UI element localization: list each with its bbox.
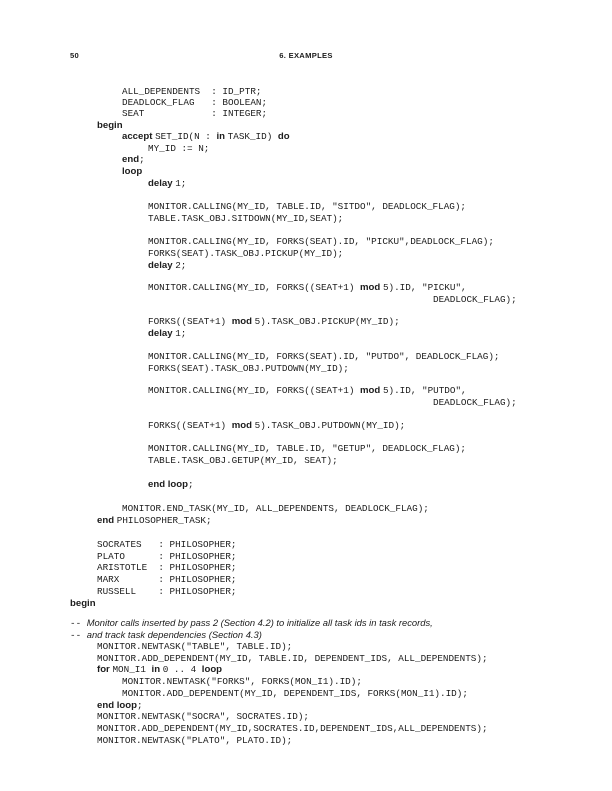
- code-token: 5).TASK_OBJ.PICKUP(MY_ID);: [254, 316, 400, 327]
- keyword-token: delay: [148, 260, 176, 271]
- code-token: 1;: [175, 178, 187, 189]
- code-line: [148, 213, 343, 224]
- code-line: [97, 562, 236, 573]
- keyword-token: delay: [148, 178, 176, 189]
- code-token: MONITOR.CALLING(MY_ID, FORKS((SEAT+1): [148, 282, 361, 293]
- code-token: SEAT : INTEGER;: [122, 108, 268, 119]
- keyword-token: delay: [148, 328, 176, 339]
- keyword-token: mod: [231, 316, 255, 327]
- code-line: [148, 236, 494, 247]
- code-token: TABLE.TASK_OBJ.GETUP(MY_ID, SEAT);: [148, 455, 338, 466]
- code-token: 1;: [175, 328, 187, 339]
- code-line: [97, 711, 309, 722]
- code-line: [122, 108, 267, 119]
- code-line: [148, 248, 343, 259]
- code-line: [122, 166, 142, 177]
- code-token: RUSSELL : PHILOSOPHER;: [97, 586, 237, 597]
- code-line: [122, 154, 145, 165]
- code-token: ;: [136, 700, 143, 711]
- keyword-token: end: [122, 154, 140, 165]
- code-token: MARX : PHILOSOPHER;: [97, 574, 237, 585]
- code-token: FORKS((SEAT+1): [148, 316, 232, 327]
- code-line: [97, 723, 488, 734]
- code-token: MONITOR.CALLING(MY_ID, TABLE.ID, "SITDO", DEADLOCK_FLAG);: [148, 201, 467, 212]
- code-line: [122, 503, 429, 514]
- code-token: SOCRATES : PHILOSOPHER;: [97, 539, 237, 550]
- code-line: [148, 201, 466, 212]
- code-line: [148, 260, 186, 271]
- comment-text: and track task dependencies (Section 4.3): [86, 629, 262, 640]
- code-token: MONITOR.CALLING(MY_ID, FORKS(SEAT).ID, "PUTDO", DEADLOCK_FLAG);: [148, 351, 500, 362]
- code-token: FORKS((SEAT+1): [148, 420, 232, 431]
- code-line: [148, 443, 466, 454]
- code-line: [97, 641, 292, 652]
- keyword-token: end loop: [148, 479, 188, 490]
- keyword-token: loop: [122, 166, 143, 177]
- code-token: ;: [139, 154, 145, 165]
- keyword-token: in: [216, 131, 228, 142]
- code-token: PHILOSOPHER_TASK;: [116, 515, 212, 526]
- keyword-token: in: [151, 664, 163, 675]
- code-line: [148, 328, 186, 339]
- code-token: MONITOR.NEWTASK("PLATO", PLATO.ID);: [97, 735, 293, 746]
- code-token: SET_ID(N :: [155, 131, 217, 142]
- code-line: [433, 397, 517, 408]
- code-line: [97, 574, 236, 585]
- code-token: MONITOR.CALLING(MY_ID, FORKS(SEAT).ID, "PICKU",DEADLOCK_FLAG);: [148, 236, 494, 247]
- code-token: TASK_ID): [227, 131, 278, 142]
- comment-text: Monitor calls inserted by pass 2 (Section 4.2) to initialize all task ids in task records,: [86, 617, 433, 628]
- code-token: DEADLOCK_FLAG);: [433, 294, 517, 305]
- code-line: [122, 97, 267, 108]
- code-line: [148, 143, 209, 154]
- code-token: FORKS(SEAT).TASK_OBJ.PICKUP(MY_ID);: [148, 248, 344, 259]
- code-token: ;: [187, 479, 194, 490]
- keyword-token: end: [97, 515, 117, 526]
- code-token: MONITOR.CALLING(MY_ID, FORKS((SEAT+1): [148, 385, 361, 396]
- code-line: [148, 385, 467, 396]
- code-token: MONITOR.NEWTASK("SOCRA", SOCRATES.ID);: [97, 711, 310, 722]
- keyword-token: loop: [201, 664, 223, 675]
- keyword-token: mod: [231, 420, 255, 431]
- code-line: [97, 120, 123, 131]
- code-line: [97, 586, 236, 597]
- keyword-token: accept: [122, 131, 156, 142]
- code-line: [122, 131, 290, 142]
- code-line: [122, 676, 362, 687]
- code-line: [97, 700, 143, 711]
- code-token: DEADLOCK_FLAG : BOOLEAN;: [122, 97, 268, 108]
- code-token: MONITOR.END_TASK(MY_ID, ALL_DEPENDENTS, DEADLOCK_FLAG);: [122, 503, 429, 514]
- code-line: [148, 282, 467, 293]
- code-token: MONITOR.ADD_DEPENDENT(MY_ID,SOCRATES.ID,DEPENDENT_IDS,ALL_DEPENDENTS);: [97, 723, 488, 734]
- keyword-token: mod: [360, 385, 383, 396]
- code-line: [97, 515, 212, 526]
- code-token: 5).TASK_OBJ.PUTDOWN(MY_ID);: [254, 420, 406, 431]
- code-token: MONITOR.NEWTASK("FORKS", FORKS(MON_I1).ID);: [122, 676, 362, 687]
- code-token: MY_ID := N;: [148, 143, 210, 154]
- code-token: 2;: [175, 260, 187, 271]
- keyword-token: mod: [360, 282, 383, 293]
- code-token: MONITOR.CALLING(MY_ID, TABLE.ID, "GETUP", DEADLOCK_FLAG);: [148, 443, 467, 454]
- code-line: [70, 617, 433, 629]
- code-token: MONITOR.NEWTASK("TABLE", TABLE.ID);: [97, 641, 293, 652]
- keyword-token: for: [97, 664, 113, 675]
- code-token: 5).ID, "PUTDO",: [382, 385, 467, 396]
- code-token: 5).ID, "PICKU",: [382, 282, 467, 293]
- code-line: [97, 653, 488, 664]
- code-token: MONITOR.ADD_DEPENDENT(MY_ID, TABLE.ID, DEPENDENT_IDS, ALL_DEPENDENTS);: [97, 653, 488, 664]
- code-line: [97, 735, 292, 746]
- code-token: DEADLOCK_FLAG);: [433, 397, 517, 408]
- code-token: --: [70, 630, 87, 641]
- code-token: TABLE.TASK_OBJ.SITDOWN(MY_ID,SEAT);: [148, 213, 344, 224]
- chapter-title: 6. EXAMPLES: [279, 51, 333, 60]
- code-line: [148, 178, 186, 189]
- code-line: [70, 598, 96, 609]
- keyword-token: begin: [70, 598, 96, 609]
- page-number: 50: [70, 51, 80, 60]
- code-line: [97, 539, 236, 550]
- code-line: [122, 86, 261, 97]
- code-line: [148, 479, 194, 490]
- code-token: ALL_DEPENDENTS : ID_PTR;: [122, 86, 262, 97]
- code-line: [433, 294, 517, 305]
- code-line: [148, 363, 349, 374]
- code-token: ARISTOTLE : PHILOSOPHER;: [97, 562, 237, 573]
- code-token: 0 .. 4: [162, 664, 202, 675]
- code-line: [148, 455, 338, 466]
- keyword-token: end loop: [97, 700, 137, 711]
- code-line: [122, 688, 468, 699]
- code-line: [97, 551, 236, 562]
- keyword-token: do: [277, 131, 290, 142]
- code-line: [70, 629, 262, 641]
- code-token: PLATO : PHILOSOPHER;: [97, 551, 237, 562]
- code-line: [148, 420, 405, 431]
- code-token: --: [70, 618, 87, 629]
- code-token: MONITOR.ADD_DEPENDENT(MY_ID, DEPENDENT_IDS, FORKS(MON_I1).ID);: [122, 688, 468, 699]
- code-line: [148, 351, 499, 362]
- code-line: [97, 664, 222, 675]
- code-token: MON_I1: [112, 664, 152, 675]
- code-token: FORKS(SEAT).TASK_OBJ.PUTDOWN(MY_ID);: [148, 363, 349, 374]
- code-line: [148, 316, 400, 327]
- keyword-token: begin: [97, 120, 123, 131]
